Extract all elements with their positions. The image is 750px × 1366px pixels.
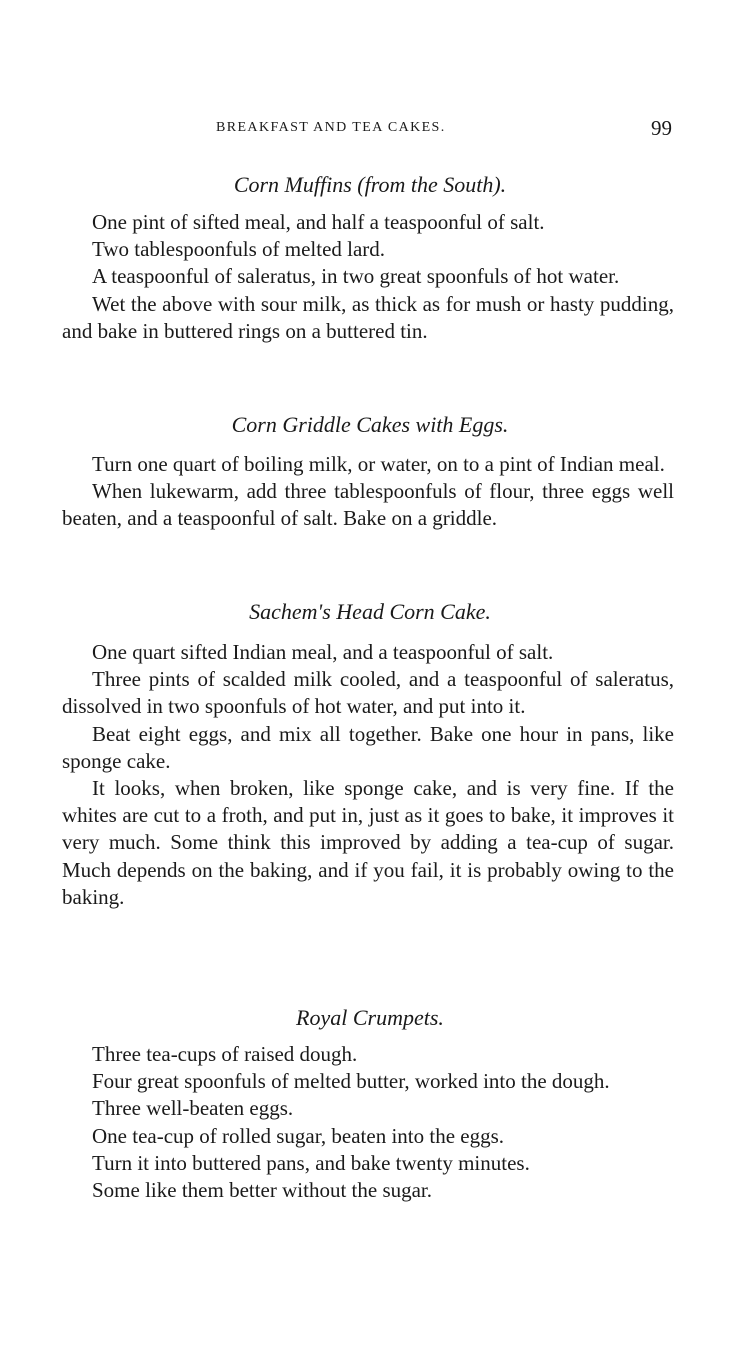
recipe-title-corn-muffins: Corn Muffins (from the South). [233, 172, 507, 197]
recipe-body-corn-muffins [62, 209, 674, 345]
recipe-title-sachems-head-corn-cake: Sachem's Head Corn Cake. [249, 599, 491, 624]
running-head [60, 116, 680, 140]
page-number: 99 [651, 116, 672, 140]
recipe-paragraph: Wet the above with sour milk, as thick as for mush or hasty pudding, and bake in buttered rings on a buttered tin. [62, 291, 674, 343]
recipe-paragraph: A teaspoonful of saleratus, in two great spoonfuls of hot water. [92, 264, 620, 289]
recipe-body-sachems-head-corn-cake [62, 639, 674, 911]
recipe-paragraph: Three well-beaten eggs. [92, 1096, 294, 1121]
recipe-paragraph: Three pints of scalded milk cooled, and a teaspoonful of saleratus, dissolved in two spoonfuls of hot water, and put into it. [62, 667, 674, 719]
recipe-paragraph: One pint of sifted meal, and half a teaspoonful of salt. [92, 210, 545, 234]
recipe-paragraph: Turn one quart of boiling milk, or water, on to a pint of Indian meal. [92, 452, 665, 476]
recipe-paragraph: It looks, when broken, like sponge cake, and is very fine. If the whites are cut to a froth, and put in, just as it goes to bake, it improves it very much. Some think this improved by adding a tea-cup of sugar. Much depends on the baking, and if you fail, it is probably owing to the baking. [62, 776, 674, 909]
recipe-paragraph: One quart sifted Indian meal, and a teaspoonful of salt. [92, 640, 554, 664]
recipe-paragraph: Three tea-cups of raised dough. [92, 1042, 358, 1066]
recipe-paragraph: Beat eight eggs, and mix all together. Bake one hour in pans, like sponge cake. [62, 721, 674, 773]
recipe-paragraph: Two tablespoonfuls of melted lard. [92, 237, 386, 262]
recipe-title-royal-crumpets: Royal Crumpets. [296, 1005, 444, 1030]
recipe-title-corn-griddle-cakes: Corn Griddle Cakes with Eggs. [231, 412, 509, 437]
recipe-paragraph: Some like them better without the sugar. [92, 1178, 433, 1203]
recipe-paragraph: Four great spoonfuls of melted butter, worked into the dough. [92, 1069, 610, 1094]
recipe-paragraph: Turn it into buttered pans, and bake twenty minutes. [92, 1150, 530, 1175]
recipe-paragraph: One tea-cup of rolled sugar, beaten into the eggs. [92, 1123, 505, 1148]
recipe-paragraph: When lukewarm, add three tablespoonfuls of flour, three eggs well beaten, and a teaspoonful of salt. Bake on a griddle. [62, 479, 674, 531]
running-title: BREAKFAST AND TEA CAKES. [216, 120, 446, 135]
recipe-body-corn-griddle-cakes [62, 451, 674, 533]
recipe-body-royal-crumpets [62, 1041, 674, 1204]
